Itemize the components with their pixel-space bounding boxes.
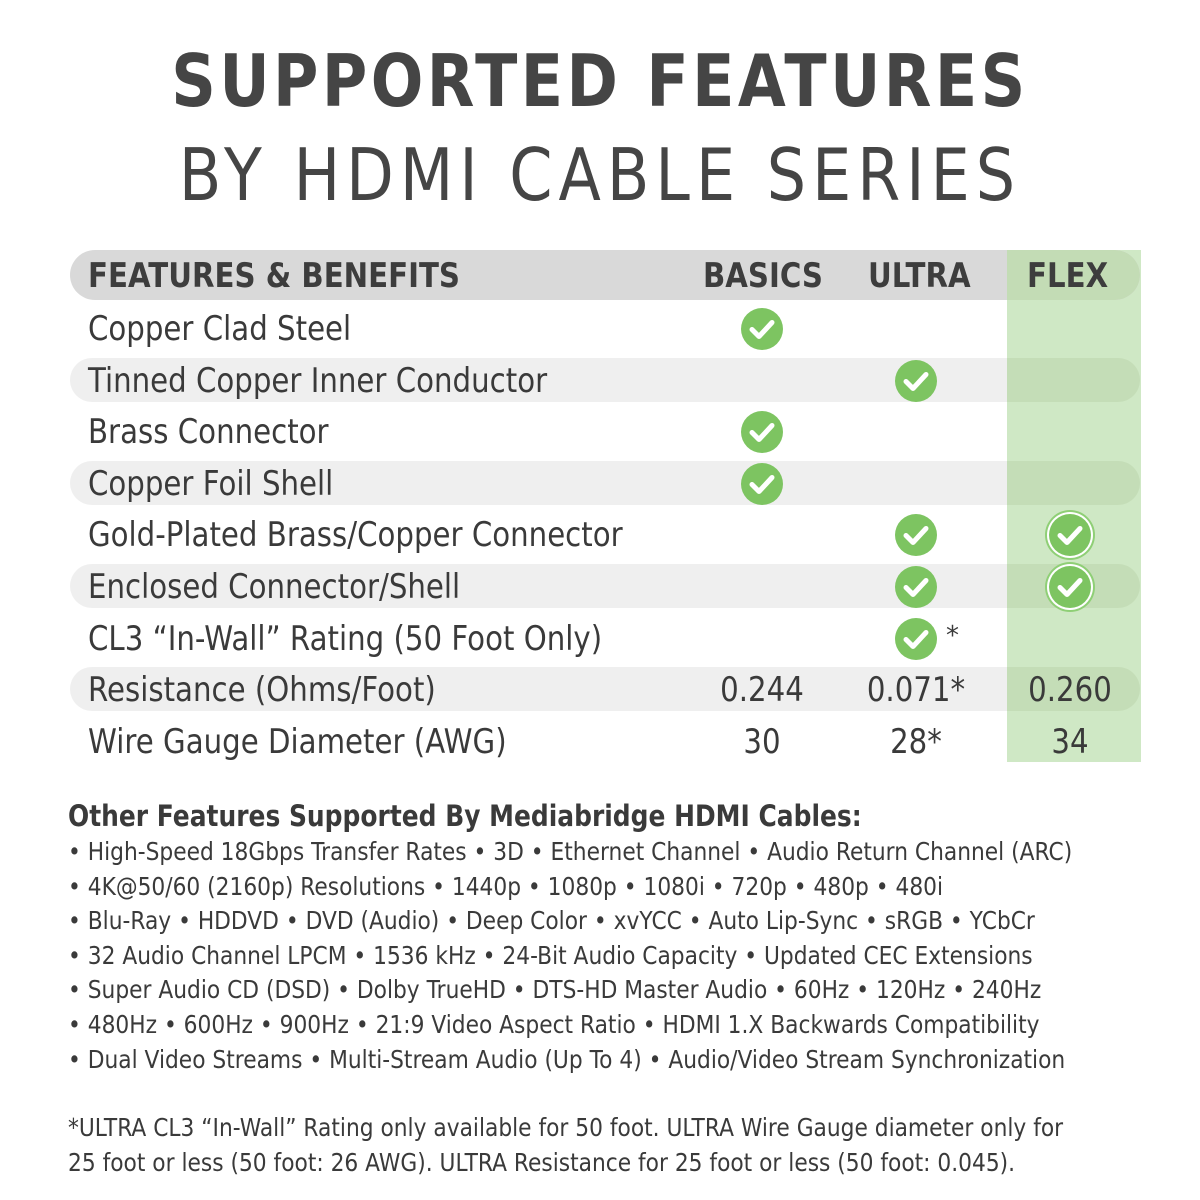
checkmark-circle-icon	[741, 308, 783, 350]
feature-label: Tinned Copper Inner Conductor	[88, 360, 548, 401]
feature-label: Resistance (Ohms/Foot)	[88, 670, 436, 711]
table-row	[70, 616, 1140, 660]
feature-label: Copper Foil Shell	[88, 463, 334, 504]
checkmark-circle-icon	[895, 618, 937, 660]
feature-label: Copper Clad Steel	[88, 309, 352, 349]
page-subtitle: BY HDMI CABLE SERIES	[178, 133, 1022, 217]
feature-label: Wire Gauge Diameter (AWG)	[88, 721, 507, 762]
checkmark-circle-icon	[895, 566, 937, 608]
footnote-line: *ULTRA CL3 “In-Wall” Rating only available for 50 foot. ULTRA Wire Gauge diameter only for	[68, 1113, 1064, 1142]
feature-label: CL3 “In-Wall” Rating (50 Foot Only)	[88, 618, 603, 659]
checkmark-circle-icon	[741, 411, 783, 453]
other-features-title: Other Features Supported By Mediabridge HDMI Cables:	[68, 799, 862, 833]
other-features-line: • 480Hz • 600Hz • 900Hz • 21:9 Video Aspect Ratio • HDMI 1.X Backwards Compatibility	[68, 1010, 1040, 1039]
table-row	[70, 667, 1140, 711]
other-features-line: • High-Speed 18Gbps Transfer Rates • 3D • Ethernet Channel • Audio Return Channel (ARC)	[68, 837, 1073, 866]
header-basics: BASICS	[703, 256, 823, 296]
table-row	[70, 306, 1140, 350]
table-row	[70, 564, 1140, 608]
other-features-line: • Blu-Ray • HDDVD • DVD (Audio) • Deep Color • xvYCC • Auto Lip-Sync • sRGB • YCbCr	[68, 906, 1035, 936]
header-ultra: ULTRA	[868, 256, 971, 296]
flex-value: 34	[1051, 721, 1089, 762]
row-stripe-flex	[1007, 461, 1140, 505]
checkmark-circle-icon	[895, 514, 937, 556]
other-features-line: • 4K@50/60 (2160p) Resolutions • 1440p • 1080p • 1080i • 720p • 480p • 480i	[68, 871, 944, 901]
header-flex: FLEX	[1027, 256, 1109, 296]
table-row	[70, 358, 1140, 402]
row-stripe-flex	[1007, 358, 1140, 402]
table-row	[70, 461, 1140, 505]
checkmark-circle-icon	[741, 463, 783, 505]
checkmark-circle-icon	[1049, 514, 1091, 556]
checkmark-circle-icon	[1049, 566, 1091, 608]
basics-value: 0.244	[720, 670, 804, 711]
other-features-line: • 32 Audio Channel LPCM • 1536 kHz • 24-Bit Audio Capacity • Updated CEC Extensions	[68, 940, 1033, 970]
header-features: FEATURES & BENEFITS	[88, 256, 460, 296]
ultra-value: 0.071*	[866, 670, 966, 711]
checkmark-circle-icon	[895, 360, 937, 402]
page-title: SUPPORTED FEATURES	[171, 39, 1029, 123]
table-row	[70, 409, 1140, 453]
footnote-asterisk: *	[946, 620, 959, 651]
table-row	[70, 512, 1140, 556]
other-features-line: • Dual Video Streams • Multi-Stream Audio (Up To 4) • Audio/Video Stream Synchronization	[68, 1044, 1066, 1074]
other-features-line: • Super Audio CD (DSD) • Dolby TrueHD • DTS-HD Master Audio • 60Hz • 120Hz • 240Hz	[68, 975, 1042, 1005]
feature-label: Gold-Plated Brass/Copper Connector	[88, 515, 623, 556]
flex-value: 0.260	[1028, 670, 1112, 711]
footnote-line: 25 foot or less (50 foot: 26 AWG). ULTRA Resistance for 25 foot or less (50 foot: 0.045).	[68, 1148, 1016, 1177]
feature-label: Enclosed Connector/Shell	[88, 567, 461, 607]
basics-value: 30	[743, 721, 781, 762]
ultra-value: 28*	[890, 721, 942, 762]
table-row	[70, 719, 1140, 763]
feature-label: Brass Connector	[88, 412, 329, 453]
